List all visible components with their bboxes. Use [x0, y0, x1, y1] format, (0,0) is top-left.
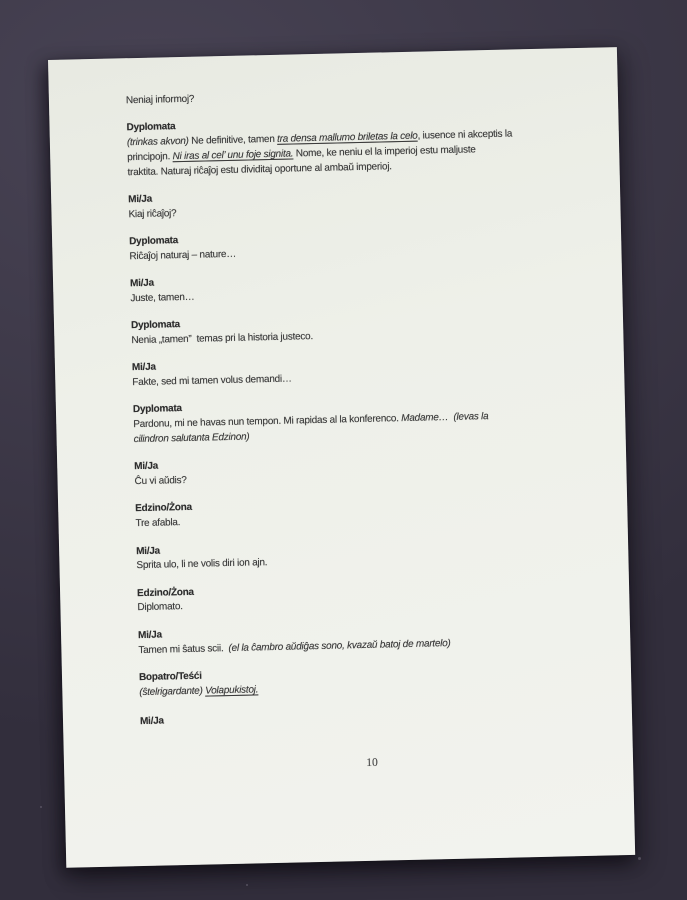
script-content [126, 84, 603, 743]
dialogue-block [133, 393, 596, 448]
stage-direction: (ŝtelrigardante) [139, 685, 206, 698]
speaker-name: Mi/Ja [131, 361, 156, 374]
dialogue-block [137, 576, 600, 616]
dialogue-text: Neniaj informoj? [125, 93, 195, 107]
stage-direction: Madame… (levas la [401, 411, 489, 425]
dialogue-text: Tre afabla. [135, 517, 181, 530]
dialogue-text: principojn. [127, 151, 173, 164]
dialogue-block [129, 225, 592, 265]
speaker-name: Mi/Ja [128, 193, 153, 206]
dialogue-block [132, 351, 595, 391]
speaker-name: Dyplomata [130, 319, 181, 332]
dialogue-block [130, 267, 593, 307]
stage-direction: cilindron salutanta Edzinon) [133, 431, 250, 446]
dialogue-text: traktita. Naturaj riĉaĵoj estu dividitaj oportune al ambaŭ imperioj. [127, 160, 392, 178]
dust-speck [638, 857, 641, 860]
dialogue-block [136, 534, 599, 574]
speaker-name: Mi/Ja [137, 629, 162, 641]
speaker-name: Edzino/Żona [135, 502, 193, 515]
speaker-name: Dyplomata [129, 235, 179, 248]
speaker-name: Mi/Ja [134, 460, 159, 473]
dialogue-text: Ĉu vi aŭdis? [134, 475, 187, 488]
speaker-name: Edzino/Żona [136, 586, 194, 599]
dialogue-text: Fakte, sed mi tamen volus demandi… [132, 373, 292, 389]
dialogue-text: Kiaj riĉaĵoj? [128, 207, 177, 220]
dust-speck [40, 806, 42, 808]
dialogue-block [126, 111, 589, 181]
dialogue-text: Ne definitive, tamen [188, 133, 278, 147]
emphasized-phrase: Volapukistoj. [205, 684, 259, 697]
dialogue-block [139, 660, 602, 700]
dialogue-block [135, 492, 598, 532]
emphasized-phrase: tra densa mallumo briletas la celo [277, 130, 418, 145]
dialogue-text: Diplomato. [137, 601, 183, 614]
dialogue-text: Nome, ke neniu el la imperioj estu maljuste [293, 144, 476, 160]
document-page [48, 47, 635, 868]
stage-direction: (trinkas akvon) [126, 135, 189, 149]
dialogue-line [126, 84, 588, 109]
speaker-name: Dyplomata [126, 121, 176, 134]
dialogue-text: Riĉaĵoj naturaj – nature… [129, 248, 237, 263]
dialogue-text: Tamen mi ŝatus scii. [138, 642, 229, 656]
dialogue-block [134, 450, 597, 490]
dialogue-text: Pardonu, mi ne havas nun tempon. Mi rapidas al la konferenco. [133, 413, 402, 431]
dialogue-block [126, 84, 588, 109]
speaker-name: Dyplomata [132, 403, 182, 416]
speaker-name: Mi/Ja [136, 545, 161, 557]
dialogue-block [131, 309, 594, 349]
dialogue-text: , iusence ni akceptis la [417, 128, 513, 142]
speaker-name: Bopatro/Teśći [138, 670, 202, 683]
speaker-name: Mi/Ja [139, 715, 164, 728]
dialogue-block [128, 183, 591, 223]
stage-direction: (el la ĉambro aŭdiĝas sono, kvazaŭ batoj de martelo) [228, 637, 451, 654]
dialogue-block [140, 705, 602, 730]
dialogue-text: Nenia „tamen” temas pri la historia justeco. [131, 331, 314, 347]
page-number: 10 [366, 756, 378, 769]
dialogue-text: Juste, tamen… [130, 291, 195, 305]
dust-speck [246, 884, 248, 886]
speaker-name: Mi/Ja [129, 277, 154, 290]
dialogue-block [138, 618, 601, 658]
emphasized-phrase: Ni iras al cel’ unu foje signita. [172, 148, 294, 163]
dialogue-text: Sprita ulo, li ne volis diri ion ajn. [136, 557, 268, 572]
